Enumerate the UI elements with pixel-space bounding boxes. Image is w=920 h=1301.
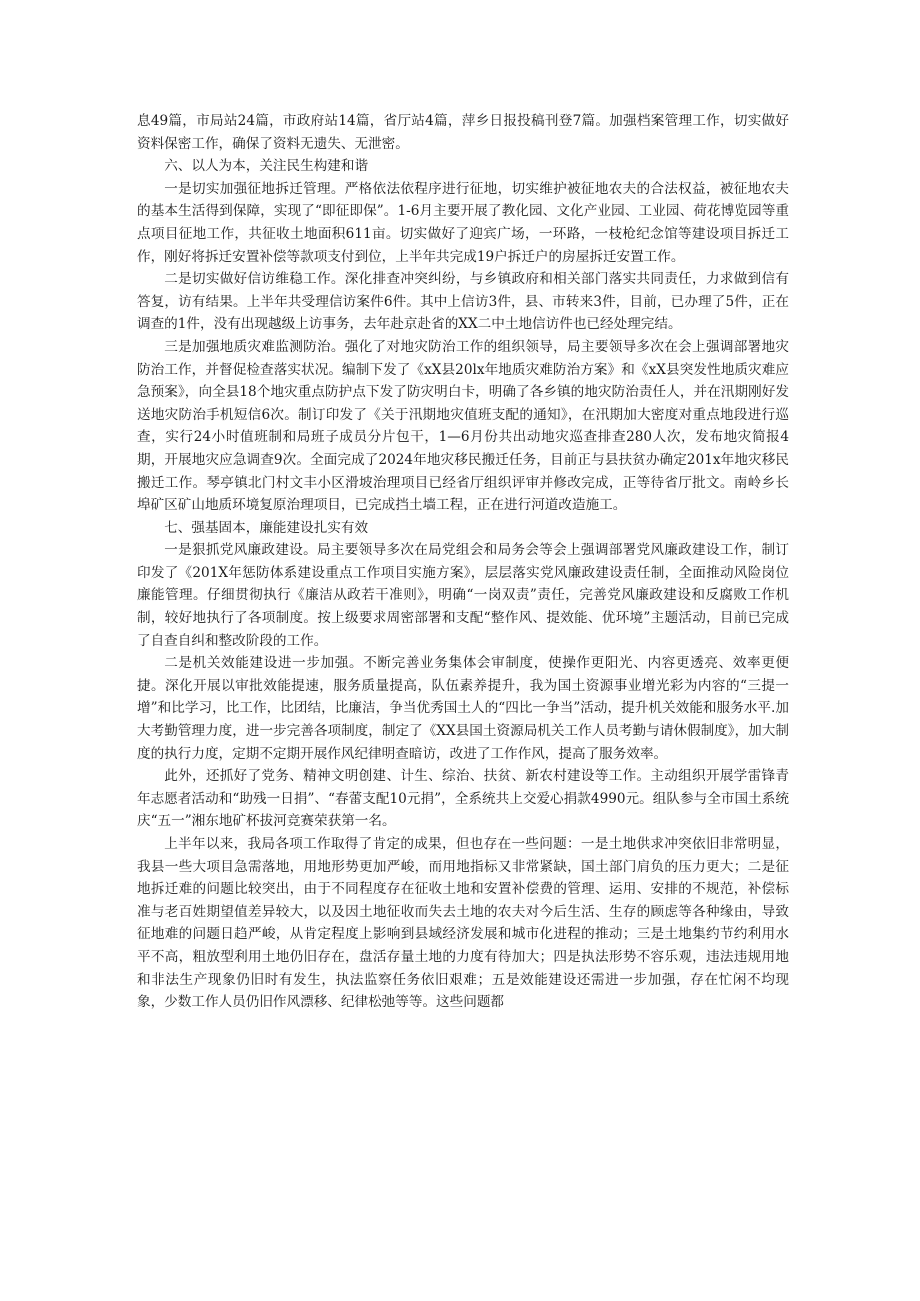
- paragraph-other-work: 此外，还抓好了党务、精神文明创建、计生、综治、扶贫、新农村建设等工作。主动组织开展学雷锋青年志愿者活动和“助残一日捐”、“春蕾支配10元捐”，全系统共上交爱心捐款4990元。组队参与全市国土系统庆“五一”湘东地矿杯拔河竞赛荣获第一名。: [137, 768, 789, 830]
- paragraph-land-acquisition: 一是切实加强征地拆迁管理。严格依法依程序进行征地，切实维护被征地农夫的合法权益，被征地农夫的基本生活得到保障，实现了“即征即保”。1-6月主要开展了教化园、文化产业园、工业园、荷花博览园等重点项目征地工作，共征收土地面积611亩。切实做好了迎宾广场，一环路，一枝枪纪念馆等建设项目拆迁工作，刚好将拆迁安置补偿等款项支付到位，上半年共完成19户拆迁户的房屋拆迁安置工作。: [137, 180, 789, 265]
- document-body: [137, 110, 789, 1014]
- paragraph-petition: 二是切实做好信访维稳工作。深化排查冲突纠纷，与乡镇政府和相关部门落实共同责任，力求做到信有答复，访有结果。上半年共受理信访案件6件。其中上信访3件，县、市转来3件，目前，已办理了5件，正在调查的1件，没有出现越级上访事务，去年赴京赴省的XX二中土地信访件也已经处理完结。: [137, 271, 789, 333]
- paragraph-problems: 上半年以来，我局各项工作取得了肯定的成果，但也存在一些问题：一是土地供求冲突依旧非常明显，我县一些大项目急需落地，用地形势更加严峻，而用地指标又非常紧缺，国土部门肩负的压力更大；二是征地拆迁难的问题比较突出，由于不同程度存在征收土地和安置补偿费的管理、运用、安排的不规范，补偿标准与老百姓期望值差异较大，以及因土地征收而失去土地的农夫对今后生活、生存的顾虑等各种缘由，导致征地难的问题日趋严峻，从肯定程度上影响到县域经济发展和城市化进程的推动；三是土地集约节约利用水平不高，粗放型利用土地仍旧存在，盘活存量土地的力度有待加大；四是执法形势不容乐观，违法违规用地和非法生产现象仍旧时有发生，执法监察任务依旧艰难；五是效能建设还需进一步加强，存在忙闲不均现象，少数工作人员仍旧作风漂移、纪律松弛等等。这些问题都: [137, 836, 789, 1011]
- paragraph-geological-disaster: 三是加强地质灾难监测防治。强化了对地灾防治工作的组织领导，局主要领导多次在会上强调部署地灾防治工作，并督促检查落实状况。编制下发了《xX县20lx年地质灾难防治方案》和《xX县突发性地质灾难应急预案》，向全县18个地灾重点防护点下发了防灾明白卡，明确了各乡镇的地灾防治责任人，并在汛期刚好发送地灾防治手机短信6次。制订印发了《关于汛期地灾值班支配的通知》，在汛期加大密度对重点地段进行巡查，实行24小时值班制和局班子成员分片包干，1—6月份共出动地灾巡查排查280人次，发布地灾简报4期，开展地灾应急调查9次。全面完成了2024年地灾移民搬迁任务，目前正与县扶贫办确定201x年地灾移民搬迁工作。琴亭镇北门村文丰小区滑坡治理项目已经省厅组织评审并修改完成，正等待省厅批文。南岭乡长埠矿区矿山地质环境复原治理项目，已完成挡土墙工程，正在进行河道改造施工。: [137, 338, 789, 514]
- paragraph-continuation: 息49篇，市局站24篇，市政府站14篇，省厅站4篇，萍乡日报投稿刊登7篇。加强档案管理工作，切实做好资料保密工作，确保了资料无遗失、无泄密。: [137, 113, 789, 152]
- section-heading-six: 六、以人为本，关注民生构建和谐: [164, 158, 369, 175]
- paragraph-integrity: 一是狠抓党风廉政建设。局主要领导多次在局党组会和局务会等会上强调部署党风廉政建设工作，制订印发了《201X年惩防体系建设重点工作项目实施方案》，层层落实党风廉政建设责任制，全面推动风险岗位廉能管理。仔细贯彻执行《廉洁从政若干准则》，明确“一岗双责”责任，完善党风廉政建设和反腐败工作机制，较好地执行了各项制度。按上级要求周密部署和支配“整作风、提效能、优环境”主题活动，目前已完成了自查自纠和整改阶段的工作。: [137, 542, 789, 649]
- section-heading-seven: 七、强基固本，廉能建设扎实有效: [164, 519, 369, 536]
- paragraph-efficiency: 二是机关效能建设进一步加强。不断完善业务集体会审制度，使操作更阳光、内容更透亮、效率更便捷。深化开展以审批效能提速，服务质量提高，队伍素养提升，我为国土资源事业增光彩为内容的“三提一增”和比学习，比工作，比团结，比廉洁，争当优秀国土人的“四比一争当”活动，提升机关效能和服务水平.加大考勤管理力度，进一步完善各项制度，制定了《XX县国土资源局机关工作人员考勤与请休假制度》，加大制度的执行力度，定期不定期开展作风纪律明查暗访，改进了工作作风，提高了服务效率。: [137, 655, 789, 762]
